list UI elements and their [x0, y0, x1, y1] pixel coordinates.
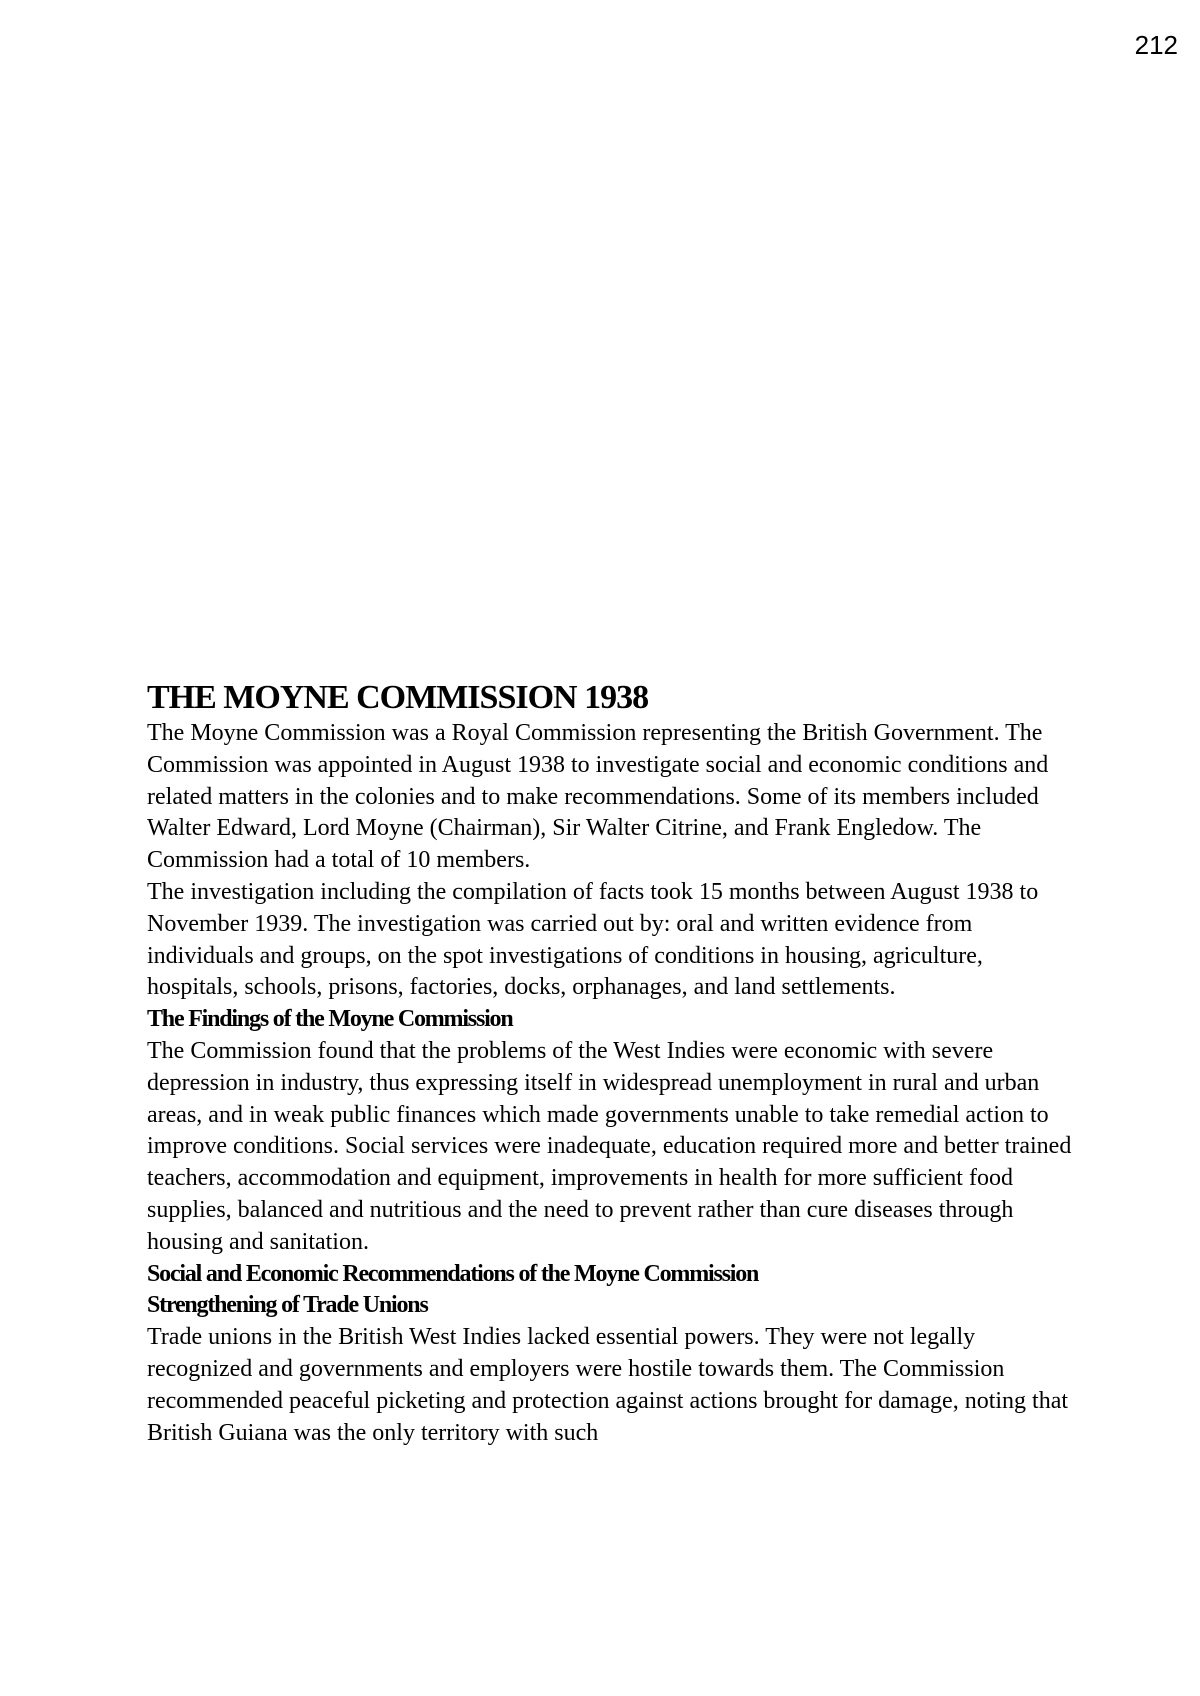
findings-paragraph: The Commission found that the problems of the West Indies were economic with severe depression in industry, thus expressing itself in widespread unemployment in rural and urban areas, and in weak public finances which made governments unable to take remedial action to improve conditions. Social services were inadequate, education required more and better trained teachers, accommodation and equipment, improvements in health for more sufficient food supplies, balanced and nutritious and the need to prevent rather than cure diseases through housing and sanitation.	[147, 1037, 1072, 1255]
trade-unions-paragraph: Trade unions in the British West Indies lacked essential powers. They were not legally recognized and governments and employers were hostile towards them. The Commission recommended peaceful picketing and protection against actions brought for damage, noting that British Guiana was the only territory with such	[147, 1324, 1069, 1446]
recommendations-heading: Social and Economic Recommendations of the Moyne Commission	[147, 1260, 759, 1287]
trade-unions-subheading: Strengthening of Trade Unions	[147, 1292, 428, 1319]
intro-paragraph-investigation: The investigation including the compilation of facts took 15 months between August 1938 to November 1939. The investigation was carried out by: oral and written evidence from individuals and groups, on the spot investigations of conditions in housing, agriculture, hospitals, schools, prisons, factories, docks, orphanages, and land settlements.	[147, 878, 1039, 1001]
intro-paragraph-commission: The Moyne Commission was a Royal Commission representing the British Government. The Commission was appointed in August 1938 to investigate social and economic conditions and related matters in the colonies and to make recommendations. Some of its members included Walter Edward, Lord Moyne (Chairman), Sir Walter Citrine, and Frank Engledow. The Commission had a total of 10 members.	[147, 720, 1049, 874]
findings-heading: The Findings of the Moyne Commission	[147, 1006, 513, 1033]
document-body	[147, 678, 1072, 1449]
document-title: THE MOYNE COMMISSION 1938	[147, 679, 649, 716]
page-number: 212	[1134, 30, 1178, 60]
